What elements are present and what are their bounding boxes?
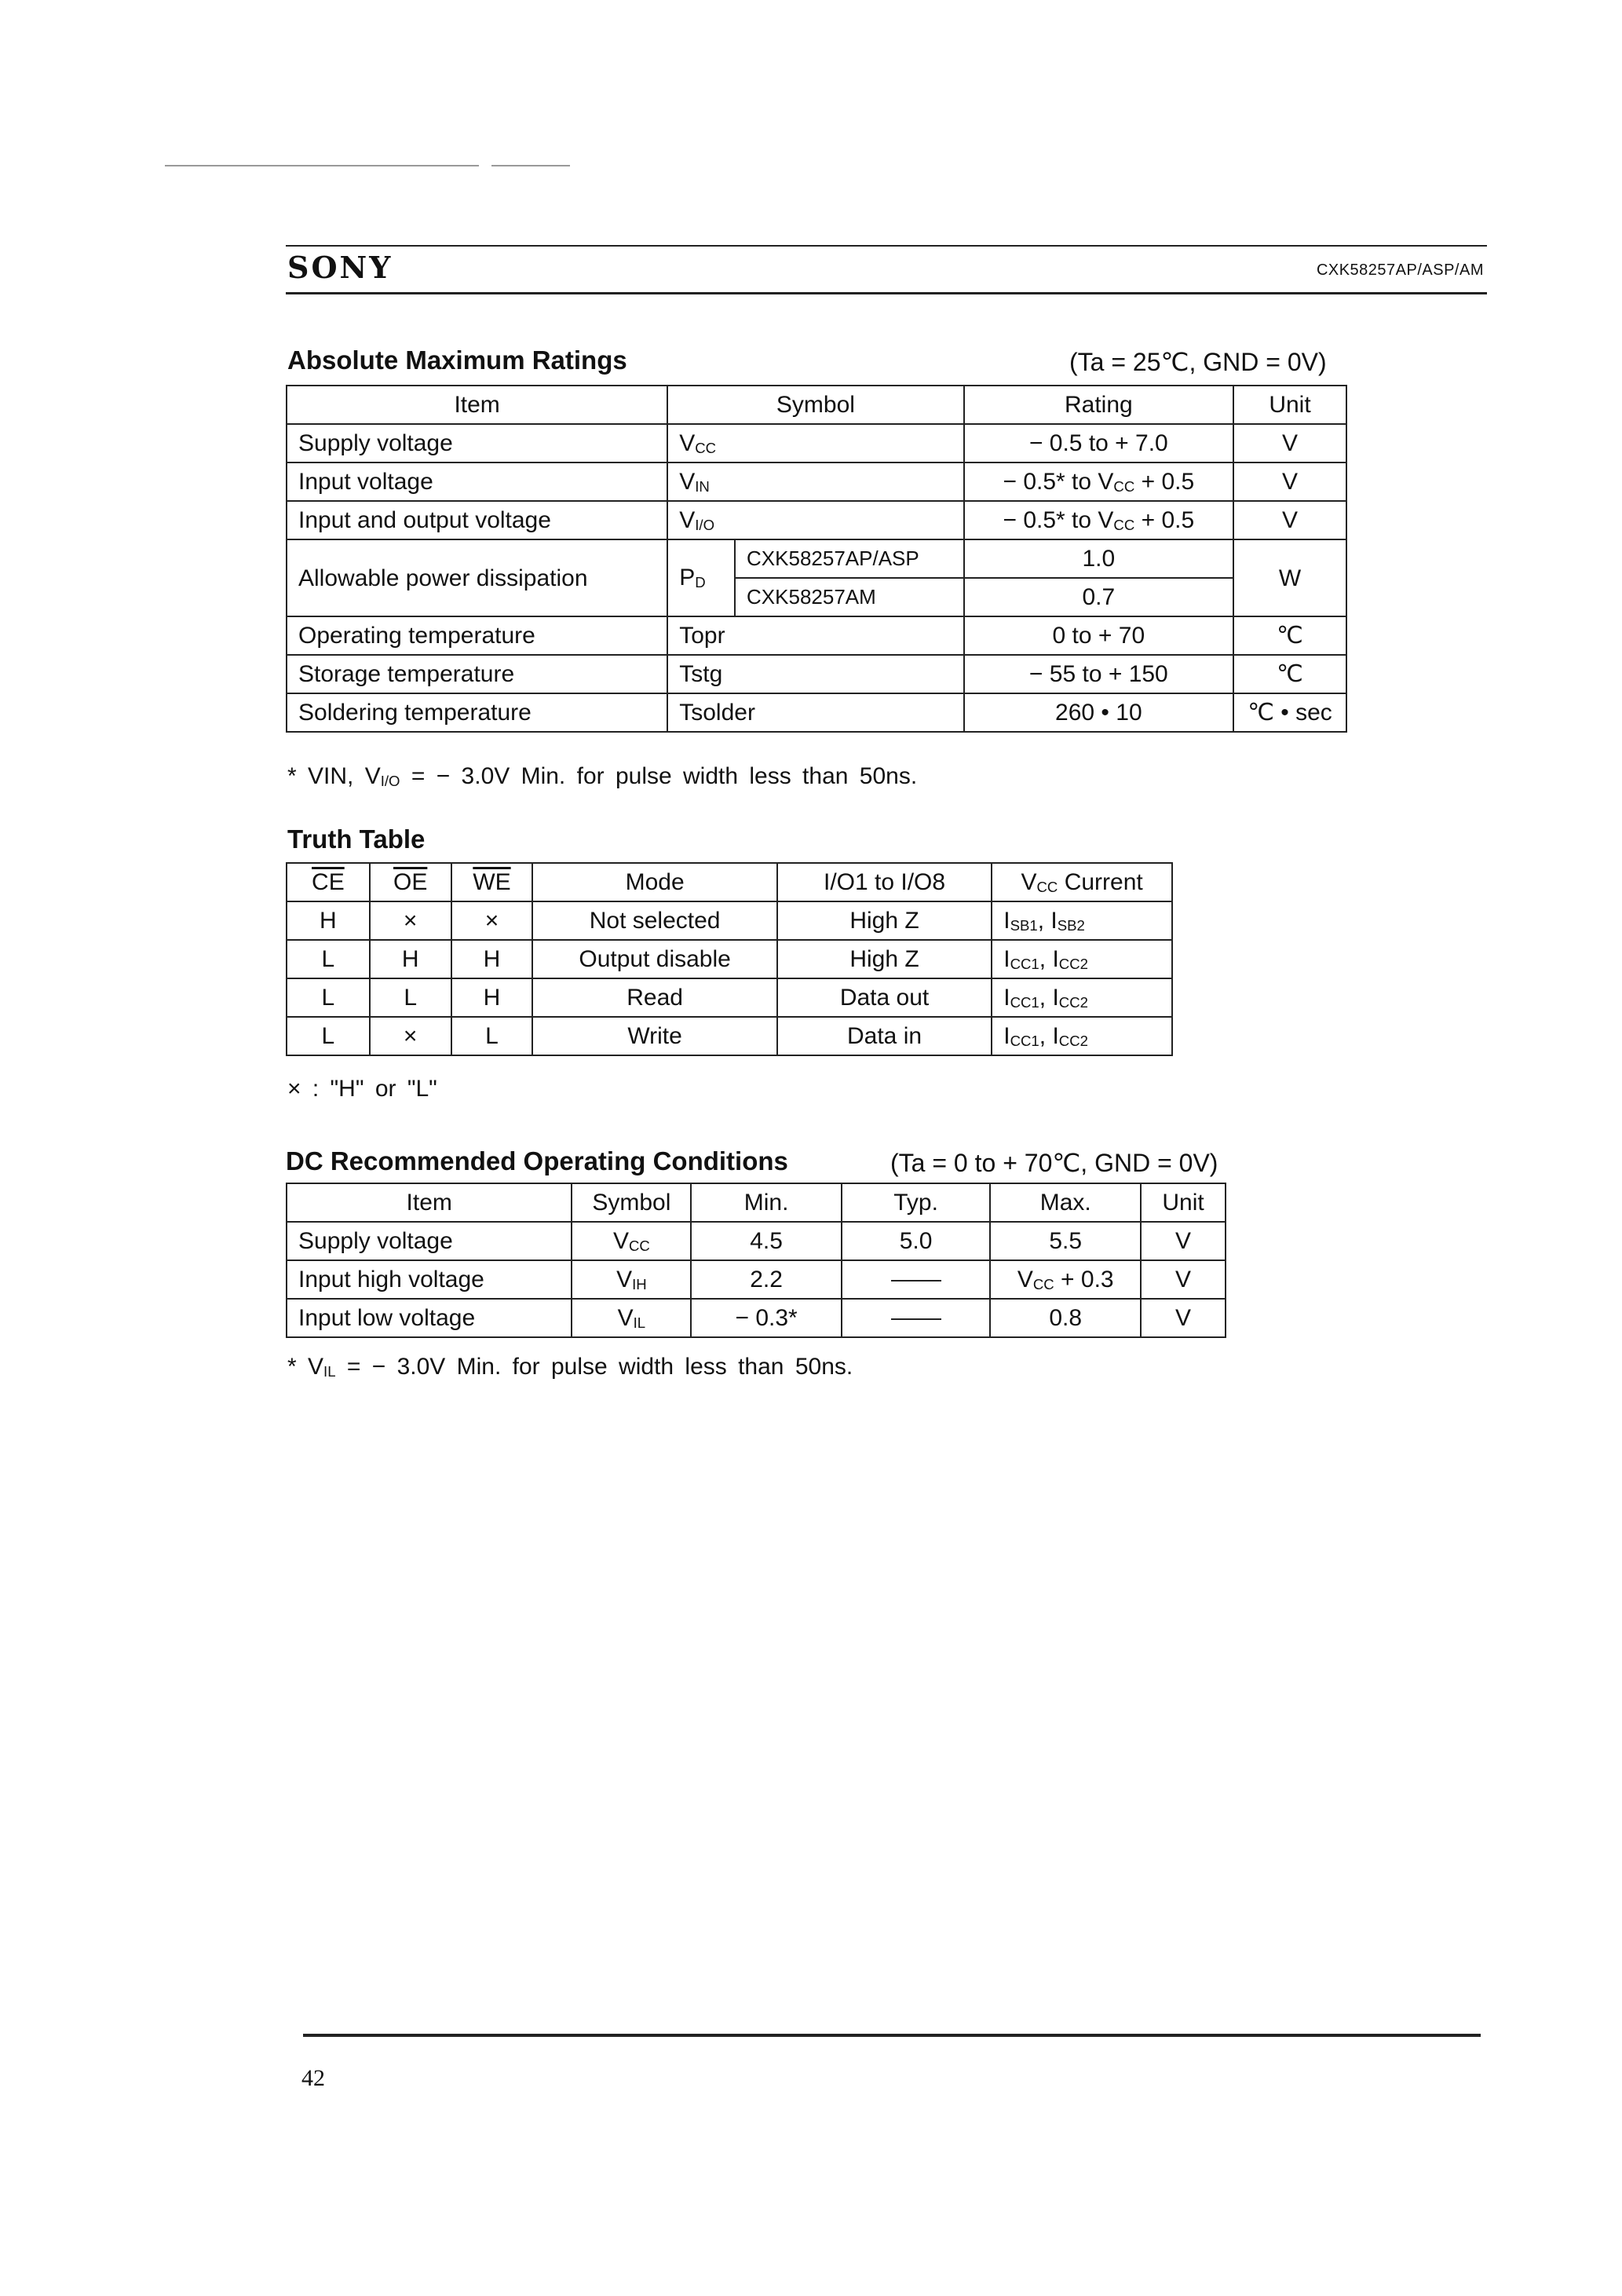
io-cell: High Z (777, 940, 992, 978)
ce-cell: L (287, 1017, 370, 1055)
ce-cell: L (287, 978, 370, 1017)
rating-cell: − 0.5* to VCC + 0.5 (964, 501, 1233, 539)
rating-cell: 1.0 (964, 539, 1233, 578)
rating-cell: − 55 to + 150 (964, 655, 1233, 693)
current-cell: ICC1, ICC2 (992, 940, 1172, 978)
table-row (287, 940, 1172, 978)
table-row (287, 1299, 1226, 1337)
header-max: Max. (990, 1183, 1141, 1222)
header-bottom-rule (286, 292, 1487, 294)
table-row (287, 978, 1172, 1017)
item-cell: Allowable power dissipation (287, 539, 667, 616)
header-min: Min. (691, 1183, 842, 1222)
io-cell: Data out (777, 978, 992, 1017)
header-unit: Unit (1233, 386, 1346, 424)
part-number: CXK58257AP/ASP/AM (1316, 261, 1484, 279)
min-cell: 4.5 (691, 1222, 842, 1260)
unit-cell: V (1233, 424, 1346, 462)
mode-cell: Write (532, 1017, 776, 1055)
table-row (287, 616, 1346, 655)
rating-cell: − 0.5 to + 7.0 (964, 424, 1233, 462)
header-ce: $\overline{CE}$ (287, 863, 370, 901)
header-item: Item (287, 386, 667, 424)
min-cell: − 0.3* (691, 1299, 842, 1337)
symbol-cell: VIL (572, 1299, 691, 1337)
oe-cell: × (370, 901, 451, 940)
dc-table (286, 1183, 1226, 1338)
header-symbol: Symbol (667, 386, 963, 424)
header-oe: $\overline{OE}$ (370, 863, 451, 901)
table-row (287, 693, 1346, 732)
header-we: $\overline{WE}$ (451, 863, 533, 901)
symbol-cell: PD (667, 539, 735, 616)
table-row (287, 1017, 1172, 1055)
header-top-rule (286, 245, 1487, 247)
symbol-cell: Topr (667, 616, 963, 655)
header-unit: Unit (1141, 1183, 1226, 1222)
truth-table-title: Truth Table (287, 824, 426, 854)
max-cell: 5.5 (990, 1222, 1141, 1260)
item-cell: Input low voltage (287, 1299, 572, 1337)
oe-cell: × (370, 1017, 451, 1055)
symbol-cell: VI/O (667, 501, 963, 539)
dash-mark (891, 1280, 941, 1281)
abs-max-footnote: * VIN, VI/O = − 3.0V Min. for pulse width less than 50ns. (287, 763, 918, 789)
abs-max-title: Absolute Maximum Ratings (287, 345, 627, 375)
ce-cell: L (287, 940, 370, 978)
scan-artifact (165, 165, 479, 166)
header-symbol: Symbol (572, 1183, 691, 1222)
current-cell: ISB1, ISB2 (992, 901, 1172, 940)
table-row (287, 1260, 1226, 1299)
dash-mark (891, 1318, 941, 1320)
typ-cell: 5.0 (842, 1222, 990, 1260)
dc-footnote: * VIL = − 3.0V Min. for pulse width less than 50ns. (287, 1354, 853, 1380)
max-cell: 0.8 (990, 1299, 1141, 1337)
variant-cell: CXK58257AM (735, 578, 964, 616)
header-io: I/O1 to I/O8 (777, 863, 992, 901)
page-number: 42 (301, 2065, 325, 2091)
header-item: Item (287, 1183, 572, 1222)
sony-logo: SONY (287, 250, 393, 285)
unit-cell: V (1233, 501, 1346, 539)
header-rating: Rating (964, 386, 1233, 424)
header-mode: Mode (532, 863, 776, 901)
unit-cell: V (1141, 1222, 1226, 1260)
item-cell: Input high voltage (287, 1260, 572, 1299)
io-cell: Data in (777, 1017, 992, 1055)
table-row (287, 462, 1346, 501)
rating-cell: 0 to + 70 (964, 616, 1233, 655)
footer-rule (303, 2034, 1481, 2037)
mode-cell: Read (532, 978, 776, 1017)
abs-max-table (286, 385, 1347, 733)
io-cell: High Z (777, 901, 992, 940)
oe-cell: L (370, 978, 451, 1017)
symbol-cell: Tsolder (667, 693, 963, 732)
unit-cell: V (1141, 1299, 1226, 1337)
header-vcc-current: VCC Current (992, 863, 1172, 901)
symbol-cell: VIH (572, 1260, 691, 1299)
item-cell: Input voltage (287, 462, 667, 501)
rating-cell: − 0.5* to VCC + 0.5 (964, 462, 1233, 501)
table-row (287, 501, 1346, 539)
mode-cell: Not selected (532, 901, 776, 940)
item-cell: Supply voltage (287, 424, 667, 462)
rating-cell: 0.7 (964, 578, 1233, 616)
item-cell: Operating temperature (287, 616, 667, 655)
item-cell: Input and output voltage (287, 501, 667, 539)
we-cell: H (451, 940, 533, 978)
symbol-cell: VCC (572, 1222, 691, 1260)
symbol-cell: VIN (667, 462, 963, 501)
typ-cell (842, 1299, 990, 1337)
item-cell: Storage temperature (287, 655, 667, 693)
table-header-row (287, 386, 1346, 424)
unit-cell: ℃ • sec (1233, 693, 1346, 732)
item-cell: Soldering temperature (287, 693, 667, 732)
min-cell: 2.2 (691, 1260, 842, 1299)
table-header-row (287, 863, 1172, 901)
header-typ: Typ. (842, 1183, 990, 1222)
item-cell: Supply voltage (287, 1222, 572, 1260)
max-cell: VCC + 0.3 (990, 1260, 1141, 1299)
table-row (287, 539, 1346, 578)
current-cell: ICC1, ICC2 (992, 1017, 1172, 1055)
typ-cell (842, 1260, 990, 1299)
table-row (287, 424, 1346, 462)
table-row (287, 655, 1346, 693)
we-cell: L (451, 1017, 533, 1055)
current-cell: ICC1, ICC2 (992, 978, 1172, 1017)
unit-cell: ℃ (1233, 616, 1346, 655)
unit-cell: W (1233, 539, 1346, 616)
abs-max-conditions: (Ta = 25℃, GND = 0V) (1069, 348, 1327, 376)
mode-cell: Output disable (532, 940, 776, 978)
scan-artifact (491, 165, 570, 166)
truth-table-note: × : "H" or "L" (287, 1076, 437, 1102)
dc-conditions: (Ta = 0 to + 70℃, GND = 0V) (890, 1149, 1218, 1177)
table-row (287, 901, 1172, 940)
symbol-cell: Tstg (667, 655, 963, 693)
symbol-cell: VCC (667, 424, 963, 462)
ce-cell: H (287, 901, 370, 940)
we-cell: × (451, 901, 533, 940)
unit-cell: V (1141, 1260, 1226, 1299)
unit-cell: ℃ (1233, 655, 1346, 693)
rating-cell: 260 • 10 (964, 693, 1233, 732)
oe-cell: H (370, 940, 451, 978)
table-header-row (287, 1183, 1226, 1222)
dc-title: DC Recommended Operating Conditions (286, 1146, 788, 1175)
variant-cell: CXK58257AP/ASP (735, 539, 964, 578)
table-row (287, 1222, 1226, 1260)
truth-table (286, 862, 1173, 1056)
unit-cell: V (1233, 462, 1346, 501)
we-cell: H (451, 978, 533, 1017)
